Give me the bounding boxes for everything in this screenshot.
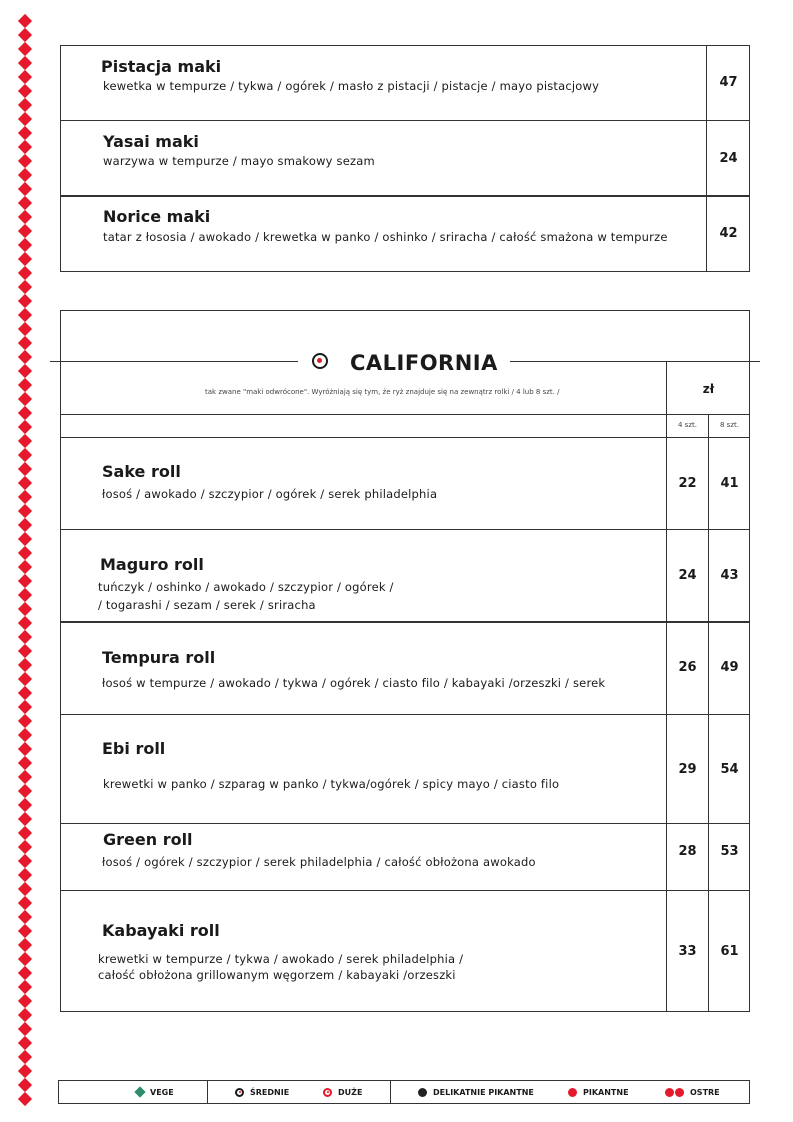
diamond-ornament (18, 868, 32, 882)
medium-size-icon (235, 1088, 244, 1097)
diamond-ornament (18, 98, 32, 112)
diamond-ornament (18, 322, 32, 336)
price-8pcs: 43 (720, 568, 739, 583)
diamond-ornament (18, 798, 32, 812)
diamond-ornament (18, 1064, 32, 1078)
menu-item-description: tuńczyk / oshinko / awokado / szczypior / ogórek / (98, 580, 394, 594)
legend-vege (136, 1080, 174, 1104)
diamond-ornament (18, 742, 32, 756)
diamond-ornament (18, 588, 32, 602)
section-subtitle: tak zwane "maki odwrócone". Wyróżniają się tym, że ryż znajduje się na zewnątrz rolki / 4 lub 8 szt. / (205, 388, 560, 396)
diamond-ornament (18, 602, 32, 616)
price-8pcs: 54 (720, 762, 739, 777)
price-4pcs: 29 (678, 762, 697, 777)
diamond-ornament (18, 84, 32, 98)
legend-label: PIKANTNE (583, 1087, 629, 1097)
diamond-ornament (18, 546, 32, 560)
diamond-ornament (18, 938, 32, 952)
diamond-ornament (18, 154, 32, 168)
large-size-icon (323, 1088, 332, 1097)
legend-label: OSTRE (690, 1087, 720, 1097)
diamond-ornament (18, 812, 32, 826)
diamond-ornament (18, 56, 32, 70)
section-title: CALIFORNIA (350, 351, 498, 375)
legend-label: DUŻE (338, 1087, 363, 1097)
diamond-ornament (18, 854, 32, 868)
diamond-ornament (18, 840, 32, 854)
price-4pcs: 26 (678, 660, 697, 675)
diamond-ornament (18, 826, 32, 840)
diamond-ornament (18, 392, 32, 406)
menu-item-description: krewetki w panko / szparag w panko / tykwa/ogórek / spicy mayo / ciasto filo (103, 777, 560, 791)
diamond-ornament (18, 126, 32, 140)
diamond-ornament (18, 378, 32, 392)
legend-label: ŚREDNIE (250, 1087, 290, 1097)
menu-item-price: 24 (719, 151, 738, 166)
menu-item-description: kewetka w tempurze / tykwa / ogórek / masło z pistacji / pistacje / mayo pistacjowy (103, 79, 600, 93)
menu-item-name: Kabayaki roll (102, 921, 220, 940)
diamond-ornament (18, 910, 32, 924)
column-header-4pcs: 4 szt. (678, 421, 697, 429)
legend-medium (235, 1080, 289, 1104)
diamond-ornament (18, 266, 32, 280)
diamond-ornament (18, 140, 32, 154)
diamond-ornament (18, 644, 32, 658)
diamond-ornament (18, 210, 32, 224)
diamond-ornament (18, 252, 32, 266)
diamond-ornament (18, 42, 32, 56)
diamond-ornament (18, 770, 32, 784)
legend-hot (665, 1080, 720, 1104)
price-4pcs: 33 (678, 944, 697, 959)
menu-item-name: Pistacja maki (101, 57, 222, 76)
diamond-ornament (18, 434, 32, 448)
price-8pcs: 49 (720, 660, 739, 675)
menu-item-price: 42 (719, 226, 738, 241)
price-8pcs: 53 (720, 844, 739, 859)
diamond-ornament (18, 518, 32, 532)
menu-item-description: łosoś w tempurze / awokado / tykwa / ogórek / ciasto filo / kabayaki /orzeszki / serek (102, 676, 606, 690)
diamond-ornament (18, 490, 32, 504)
diamond-ornament (18, 70, 32, 84)
menu-item-description: tatar z łososia / awokado / krewetka w panko / oshinko / sriracha / całość smażona w tempurze (103, 230, 668, 244)
diamond-ornament (18, 1022, 32, 1036)
price-8pcs: 61 (720, 944, 739, 959)
diamond-ornament (18, 238, 32, 252)
menu-item-description: łosoś / ogórek / szczypior / serek philadelphia / całość obłożona awokado (102, 855, 536, 869)
diamond-ornament (18, 728, 32, 742)
diamond-ornament (18, 196, 32, 210)
diamond-ornament (18, 182, 32, 196)
diamond-ornament (18, 294, 32, 308)
diamond-ornament (18, 756, 32, 770)
diamond-ornament (18, 448, 32, 462)
diamond-ornament (18, 532, 32, 546)
diamond-ornament (18, 560, 32, 574)
diamond-ornament (18, 1050, 32, 1064)
diamond-ornament (18, 308, 32, 322)
diamond-ornament (18, 336, 32, 350)
menu-item-name: Norice maki (103, 207, 211, 226)
diamond-ornament (18, 714, 32, 728)
mild-spicy-icon (418, 1088, 427, 1097)
diamond-ornament (18, 224, 32, 238)
diamond-ornament (18, 784, 32, 798)
menu-item-name: Tempura roll (102, 648, 216, 667)
menu-item-price: 47 (719, 75, 738, 90)
diamond-ornament (18, 896, 32, 910)
diamond-ornament (18, 420, 32, 434)
price-4pcs: 28 (678, 844, 697, 859)
decorative-diamond-border (18, 16, 34, 1108)
diamond-ornament (18, 350, 32, 364)
legend-label: VEGE (150, 1087, 174, 1097)
menu-item-name: Green roll (103, 830, 193, 849)
diamond-ornament (18, 280, 32, 294)
diamond-ornament (18, 882, 32, 896)
section-header (298, 348, 510, 376)
hot-icon (665, 1088, 684, 1097)
currency-label: zł (702, 382, 715, 396)
price-4pcs: 24 (678, 568, 697, 583)
diamond-ornament (18, 952, 32, 966)
menu-item-name: Sake roll (102, 462, 181, 481)
diamond-ornament (18, 924, 32, 938)
diamond-ornament (18, 980, 32, 994)
menu-item-description: warzywa w tempurze / mayo smakowy sezam (103, 154, 375, 168)
column-header-8pcs: 8 szt. (720, 421, 739, 429)
diamond-ornament (18, 686, 32, 700)
menu-item-name: Maguro roll (100, 555, 204, 574)
diamond-ornament (18, 14, 32, 28)
vege-icon (134, 1086, 145, 1097)
diamond-ornament (18, 112, 32, 126)
diamond-ornament (18, 168, 32, 182)
spicy-icon (568, 1088, 577, 1097)
menu-item-description: łosoś / awokado / szczypior / ogórek / serek philadelphia (102, 487, 438, 501)
diamond-ornament (18, 1092, 32, 1106)
diamond-ornament (18, 994, 32, 1008)
diamond-ornament (18, 616, 32, 630)
price-4pcs: 22 (678, 476, 697, 491)
legend-spicy (568, 1080, 629, 1104)
diamond-ornament (18, 406, 32, 420)
diamond-ornament (18, 966, 32, 980)
diamond-ornament (18, 462, 32, 476)
diamond-ornament (18, 672, 32, 686)
diamond-ornament (18, 1078, 32, 1092)
legend-large (323, 1080, 362, 1104)
legend-label: DELIKATNIE PIKANTNE (433, 1087, 534, 1097)
diamond-ornament (18, 28, 32, 42)
diamond-ornament (18, 1036, 32, 1050)
diamond-ornament (18, 476, 32, 490)
legend-mild-spicy (418, 1080, 534, 1104)
diamond-ornament (18, 1008, 32, 1022)
menu-item-description: całość obłożona grillowanym węgorzem / kabayaki /orzeszki (98, 968, 456, 982)
diamond-ornament (18, 658, 32, 672)
menu-item-name: Ebi roll (102, 739, 166, 758)
medium-size-icon (312, 353, 328, 369)
menu-item-description: / togarashi / sezam / serek / sriracha (98, 598, 316, 612)
menu-item-description: krewetki w tempurze / tykwa / awokado / serek philadelphia / (98, 952, 464, 966)
menu-item-name: Yasai maki (103, 132, 199, 151)
diamond-ornament (18, 630, 32, 644)
diamond-ornament (18, 700, 32, 714)
price-8pcs: 41 (720, 476, 739, 491)
diamond-ornament (18, 504, 32, 518)
diamond-ornament (18, 364, 32, 378)
diamond-ornament (18, 574, 32, 588)
